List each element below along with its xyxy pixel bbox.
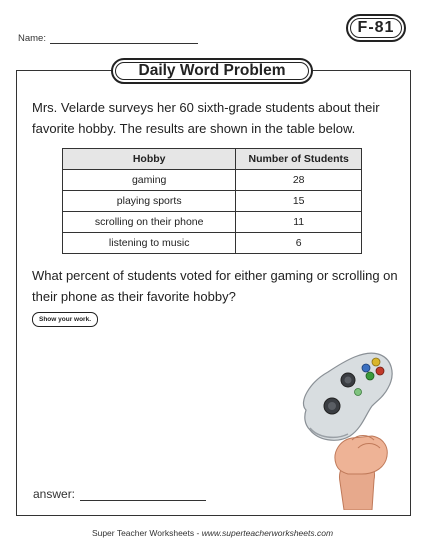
table-row: [63, 170, 362, 191]
table-header-row: [63, 149, 362, 170]
problem-text: Mrs. Velarde surveys her 60 sixth-grade students about their favorite hobby. The results are shown in the table below.: [32, 100, 380, 136]
answer-line[interactable]: [80, 488, 206, 501]
page-title: Daily Word Problem: [138, 62, 286, 79]
footer-site: www.superteacherworksheets.com: [201, 528, 334, 538]
question-text: What percent of students voted for either gaming or scrolling on their phone as their favorite hobby?: [32, 268, 398, 304]
column-header-hobby: Hobby: [63, 149, 236, 170]
game-controller-illustration: [292, 344, 408, 510]
count-cell: 11: [236, 212, 362, 233]
footer-prefix: Super Teacher Worksheets -: [91, 528, 202, 538]
title-banner: [111, 58, 313, 84]
answer-field: [33, 487, 206, 501]
worksheet-code-badge: [346, 14, 406, 42]
hobby-cell: scrolling on their phone: [63, 212, 236, 233]
hobby-cell: listening to music: [63, 233, 236, 254]
table-row: [63, 233, 362, 254]
worksheet-code: F-81: [357, 19, 395, 36]
table-row: [63, 191, 362, 212]
column-header-students: Number of Students: [236, 149, 362, 170]
hobby-cell: gaming: [63, 170, 236, 191]
hobby-cell: playing sports: [63, 191, 236, 212]
name-field: [18, 33, 198, 44]
name-line[interactable]: [50, 33, 198, 44]
count-cell: 28: [236, 170, 362, 191]
count-cell: 6: [236, 233, 362, 254]
hobby-table: [62, 148, 362, 254]
answer-label: answer:: [33, 487, 76, 501]
footer: [0, 528, 425, 538]
name-label: Name:: [18, 33, 46, 44]
show-work-badge: Show your work.: [32, 312, 98, 327]
count-cell: 15: [236, 191, 362, 212]
table-row: [63, 212, 362, 233]
